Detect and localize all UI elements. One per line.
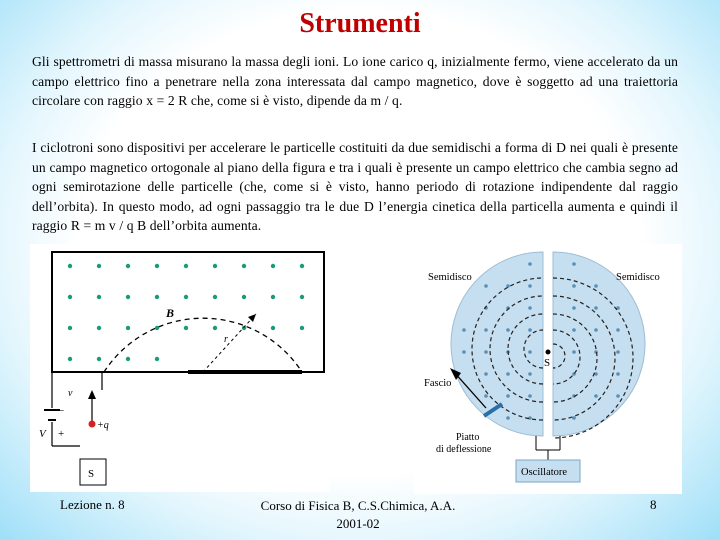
- field-dot: [484, 284, 488, 288]
- field-dot: [572, 306, 576, 310]
- cyclotron-figure: [414, 244, 682, 494]
- field-dot: [506, 328, 510, 332]
- field-dot: [126, 295, 130, 299]
- field-dot: [528, 350, 532, 354]
- field-dot: [594, 328, 598, 332]
- field-dot: [213, 264, 217, 268]
- field-dot: [300, 264, 304, 268]
- field-dot: [68, 357, 72, 361]
- field-dot: [126, 264, 130, 268]
- field-dot: [213, 295, 217, 299]
- field-dot: [528, 306, 532, 310]
- field-dot: [155, 295, 159, 299]
- field-dot: [616, 394, 620, 398]
- field-dot: [484, 372, 488, 376]
- field-dot: [271, 264, 275, 268]
- field-dot: [506, 394, 510, 398]
- field-dot: [506, 284, 510, 288]
- field-dot: [242, 295, 246, 299]
- field-dot: [616, 328, 620, 332]
- field-dot: [594, 306, 598, 310]
- field-dot: [616, 350, 620, 354]
- field-dot: [300, 326, 304, 330]
- beam-label: Fascio: [424, 378, 452, 389]
- field-dot: [271, 326, 275, 330]
- charge-label: +q: [97, 420, 109, 431]
- paragraph-cyclotron: I ciclotroni sono dispositivi per accelerare le particelle costituiti da due semidischi a forma di D nei quali è presente un campo magnetico ortogonale al piano della figura e tra i quali è presente un campo elettrico che cambia segno ad ogni semirotazione delle particelle (che, come si è visto, hanno periodo di rotazione indipendente dal raggio dell’orbita). In questo modo, ad ogni passaggio tra le due D l’energia cinetica della particella aumenta e quindi il raggio R = m v / q B dell’orbita aumenta.: [32, 140, 678, 233]
- field-dot: [97, 264, 101, 268]
- field-dot: [68, 326, 72, 330]
- mass-spectrometer-figure: [30, 244, 330, 492]
- field-dot: [572, 284, 576, 288]
- field-dot: [184, 264, 188, 268]
- mass-spectrometer-diagram: [30, 244, 330, 492]
- paragraph-mass-spectrometer: Gli spettrometri di massa misurano la massa degli ioni. Lo ione carico q, inizialmente fermo, viene accelerato da un campo elettrico fino a penetrare nella zona interessata dal campo magnetico, dove è soggetto ad una traiettoria circolare con raggio x = 2 R che, come si è visto, dipende da m / q.: [32, 54, 678, 108]
- field-dot: [484, 350, 488, 354]
- right-dee-label: Semidisco: [616, 272, 660, 283]
- field-dot: [97, 357, 101, 361]
- field-dot: [68, 264, 72, 268]
- field-dot: [506, 372, 510, 376]
- magnetic-field-region: [52, 252, 324, 372]
- velocity-label: v: [68, 388, 73, 399]
- plus-sign: +: [58, 428, 65, 440]
- field-dot: [462, 350, 466, 354]
- field-dot: [616, 372, 620, 376]
- field-dot: [572, 262, 576, 266]
- field-dot: [184, 326, 188, 330]
- field-dot: [484, 394, 488, 398]
- left-dee-label: Semidisco: [428, 272, 472, 283]
- field-dot: [594, 394, 598, 398]
- field-dot: [97, 326, 101, 330]
- deflector-label-line2: di deflessione: [436, 444, 492, 455]
- field-dot: [213, 326, 217, 330]
- field-dot: [528, 394, 532, 398]
- field-dot: [97, 295, 101, 299]
- field-dot: [126, 357, 130, 361]
- cyclotron-diagram: [414, 244, 682, 494]
- field-dot: [271, 295, 275, 299]
- field-dot: [572, 416, 576, 420]
- field-dot: [184, 295, 188, 299]
- minus-sign: −: [58, 405, 65, 417]
- footer-page-number: 8: [650, 497, 657, 512]
- field-dot: [572, 328, 576, 332]
- field-dot: [528, 328, 532, 332]
- field-dot: [155, 357, 159, 361]
- footer-course-line2: 2001-02: [336, 516, 380, 531]
- ion-charge: [89, 421, 96, 428]
- footer-course-line1: Corso di Fisica B, C.S.Chimica, A.A.: [260, 498, 456, 513]
- field-dot: [68, 295, 72, 299]
- voltage-label: V: [39, 428, 46, 440]
- field-label: B: [166, 306, 175, 320]
- field-dot: [155, 264, 159, 268]
- field-dot: [528, 262, 532, 266]
- field-dot: [126, 326, 130, 330]
- source-label: S: [88, 468, 95, 480]
- footer-lesson: Lezione n. 8: [60, 497, 125, 512]
- oscillator-label: Oscillatore: [521, 467, 568, 478]
- field-dot: [528, 284, 532, 288]
- field-dot: [572, 350, 576, 354]
- slide-title: Strumenti: [299, 8, 421, 39]
- field-dot: [594, 372, 598, 376]
- field-dot: [242, 264, 246, 268]
- velocity-arrowhead: [88, 390, 96, 399]
- footer-course: [240, 497, 476, 533]
- field-dot: [462, 328, 466, 332]
- field-dot: [528, 372, 532, 376]
- radius-label: r: [224, 334, 228, 345]
- field-dot: [594, 284, 598, 288]
- source-point: [546, 350, 551, 355]
- field-dot: [484, 328, 488, 332]
- field-dot: [300, 295, 304, 299]
- cyclotron-source-label: S: [544, 357, 551, 369]
- deflector-label-line1: Piatto: [456, 432, 480, 443]
- field-dot: [506, 416, 510, 420]
